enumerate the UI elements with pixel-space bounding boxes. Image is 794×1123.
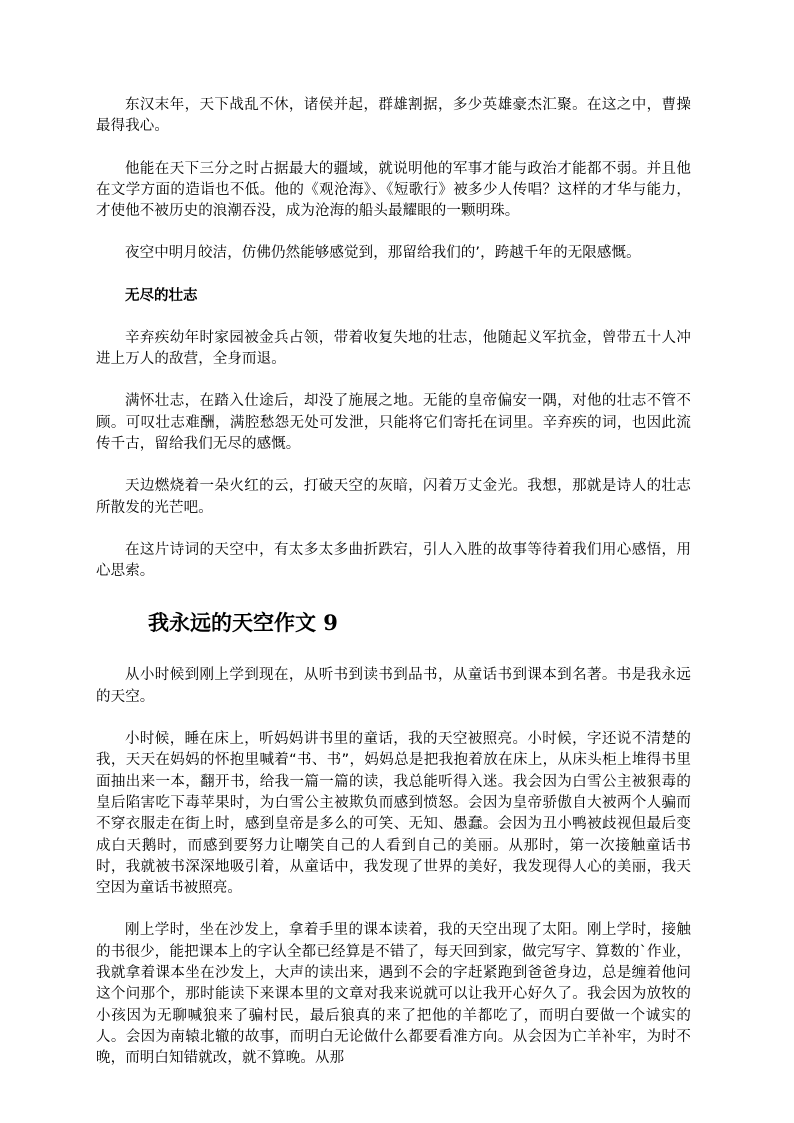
paragraph: 满怀壮志，在踏入仕途后，却没了施展之地。无能的皇帝偏安一隅，对他的壮志不管不顾。可叹壮志难酬，满腔愁怨无处可发泄，只能将它们寄托在词里。辛弃疾的词，也因此流传千古，留给我们无尽的感慨。	[96, 393, 691, 452]
paragraph: 在这片诗词的天空中，有太多太多曲折跌宕，引人入胜的故事等待着我们用心感悟，用心思索。	[96, 541, 691, 580]
paragraph: 小时候，睡在床上，听妈妈讲书里的童话，我的天空被照亮。小时候，字还说不清楚的我，天天在妈妈的怀抱里喊着“书、书”，妈妈总是把我抱着放在床上，从床头柜上堆得书里面抽出来一本，翻开书，给我一篇一篇的读，我总能听得入迷。我会因为白雪公主被狠毒的皇后陷害吃下毒苹果时，为白雪公主被欺负而感到愤怒。会因为皇帝骄傲自大被两个人骗而不穿衣服走在街上时，感到皇帝是多么的可笑、无知、愚蠢。会因为丑小鸭被歧视但最后变成白天鹅时，而感到要努力让嘲笑自己的人看到自己的美丽。从那时，第一次接触童话书时，我就被书深深地吸引着，从童话中，我发现了世界的美好，我发现得人心的美丽，我天空因为童话书被照亮。	[96, 731, 691, 897]
section-subheading: 无尽的壮志	[125, 287, 198, 304]
paragraph: 东汉末年，天下战乱不休，诸侯并起，群雄割据，多少英雄豪杰汇聚。在这之中，曹操最得我心。	[96, 97, 691, 135]
paragraph: 辛弃疾幼年时家园被金兵占领，带着收复失地的壮志，他随起义军抗金，曾带五十人冲进上万人的敌营，全身而退。	[96, 329, 691, 368]
document-page	[96, 95, 691, 1091]
paragraph: 夜空中明月皎洁，仿佛仍然能够感觉到，那留给我们的’，跨越千年的无限感慨。	[125, 245, 641, 262]
paragraph: 刚上学时，坐在沙发上，拿着手里的课本读着，我的天空出现了太阳。刚上学时，接触的书很少，能把课本上的字认全都已经算是不错了，每天回到家，做完写字、算数的`作业，我就拿着课本坐在沙发上，大声的读出来，遇到不会的字赶紧跑到爸爸身边，总是缠着他问这个问那个，那时能读下来课本里的文章对我来说就可以让我开心好久了。我会因为放牧的小孩因为无聊喊狼来了骗村民，最后狼真的来了把他的羊都吃了，而明白要做一个诚实的人。会因为南辕北辙的故事，而明白无论做什么都要看准方向。从会因为亡羊补牢，为时不晚，而明白知错就改，就不算晚。从那	[96, 922, 691, 1067]
paragraph: 从小时候到刚上学到现在，从听书到读书到品书，从童话书到课本到名著。书是我永远的天空。	[96, 667, 691, 705]
paragraph: 天边燃烧着一朵火红的云，打破天空的灰暗，闪着万丈金光。我想，那就是诗人的壮志所散发的光芒吧。	[96, 478, 691, 516]
paragraph: 他能在天下三分之时占据最大的疆域，就说明他的军事才能与政治才能都不弱。并且他在文学方面的造诣也不低。他的《观沧海》、《短歌行》被多少人传唱？这样的才华与能力，才使他不被历史的浪潮吞没，成为沧海的船头最耀眼的一颗明珠。	[96, 160, 691, 220]
essay-heading: 我永远的天空作文 9	[148, 610, 338, 636]
